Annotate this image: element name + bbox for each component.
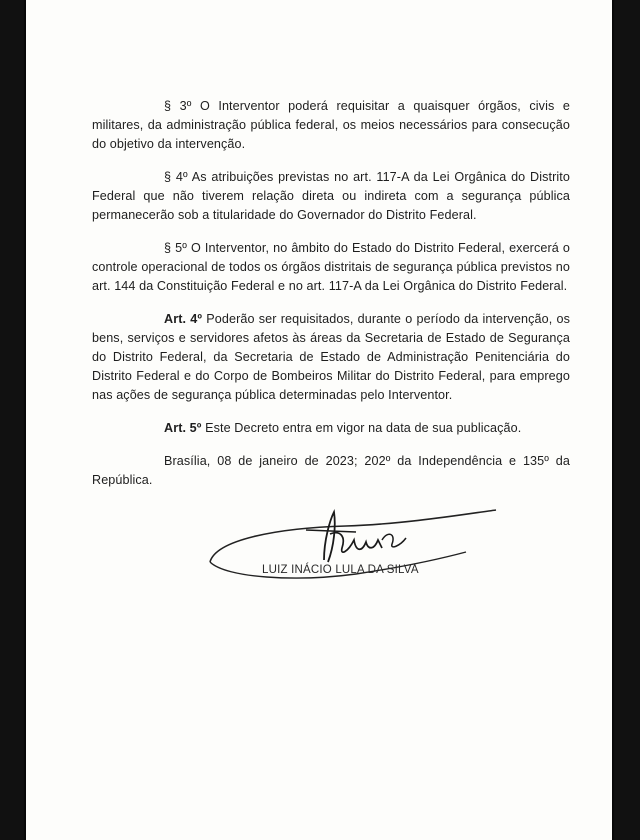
paragraph-5: § 5º O Interventor, no âmbito do Estado do Distrito Federal, exercerá o controle operacional de todos os órgãos distritais de segurança pública previstos no art. 144 da Constituição Federal e no art. 117-A da Lei Orgânica do Distrito Federal.	[92, 241, 570, 293]
signatory-name: LUIZ INÁCIO LULA DA SILVA	[262, 564, 419, 576]
paragraph-3: § 3º O Interventor poderá requisitar a quaisquer órgãos, civis e militares, da administração pública federal, os meios necessários para consecução do objetivo da intervenção.	[92, 99, 570, 151]
paragraph-4: § 4º As atribuições previstas no art. 117-A da Lei Orgânica do Distrito Federal que não tiverem relação direta ou indireta com a segurança pública permanecerão sob a titularidade do Governador do Distrito Federal.	[92, 170, 570, 222]
dark-border-left	[0, 0, 24, 840]
dark-border-right	[614, 0, 640, 840]
document-body	[92, 97, 570, 504]
handwritten-signature	[206, 500, 526, 590]
signature-block	[206, 500, 526, 590]
date-line: Brasília, 08 de janeiro de 2023; 202º da Independência e 135º da República.	[92, 454, 570, 487]
document-page	[26, 0, 612, 840]
article-5: Art. 5º Este Decreto entra em vigor na data de sua publicação.	[164, 421, 522, 435]
article-4: Art. 4º Poderão ser requisitados, durante o período da intervenção, os bens, serviços e servidores afetos às áreas da Secretaria de Estado de Segurança do Distrito Federal, da Secretaria de Estado de Administração Penitenciária do Distrito Federal e do Corpo de Bombeiros Militar do Distrito Federal, para emprego nas ações de segurança pública determinadas pelo Interventor.	[92, 312, 570, 402]
